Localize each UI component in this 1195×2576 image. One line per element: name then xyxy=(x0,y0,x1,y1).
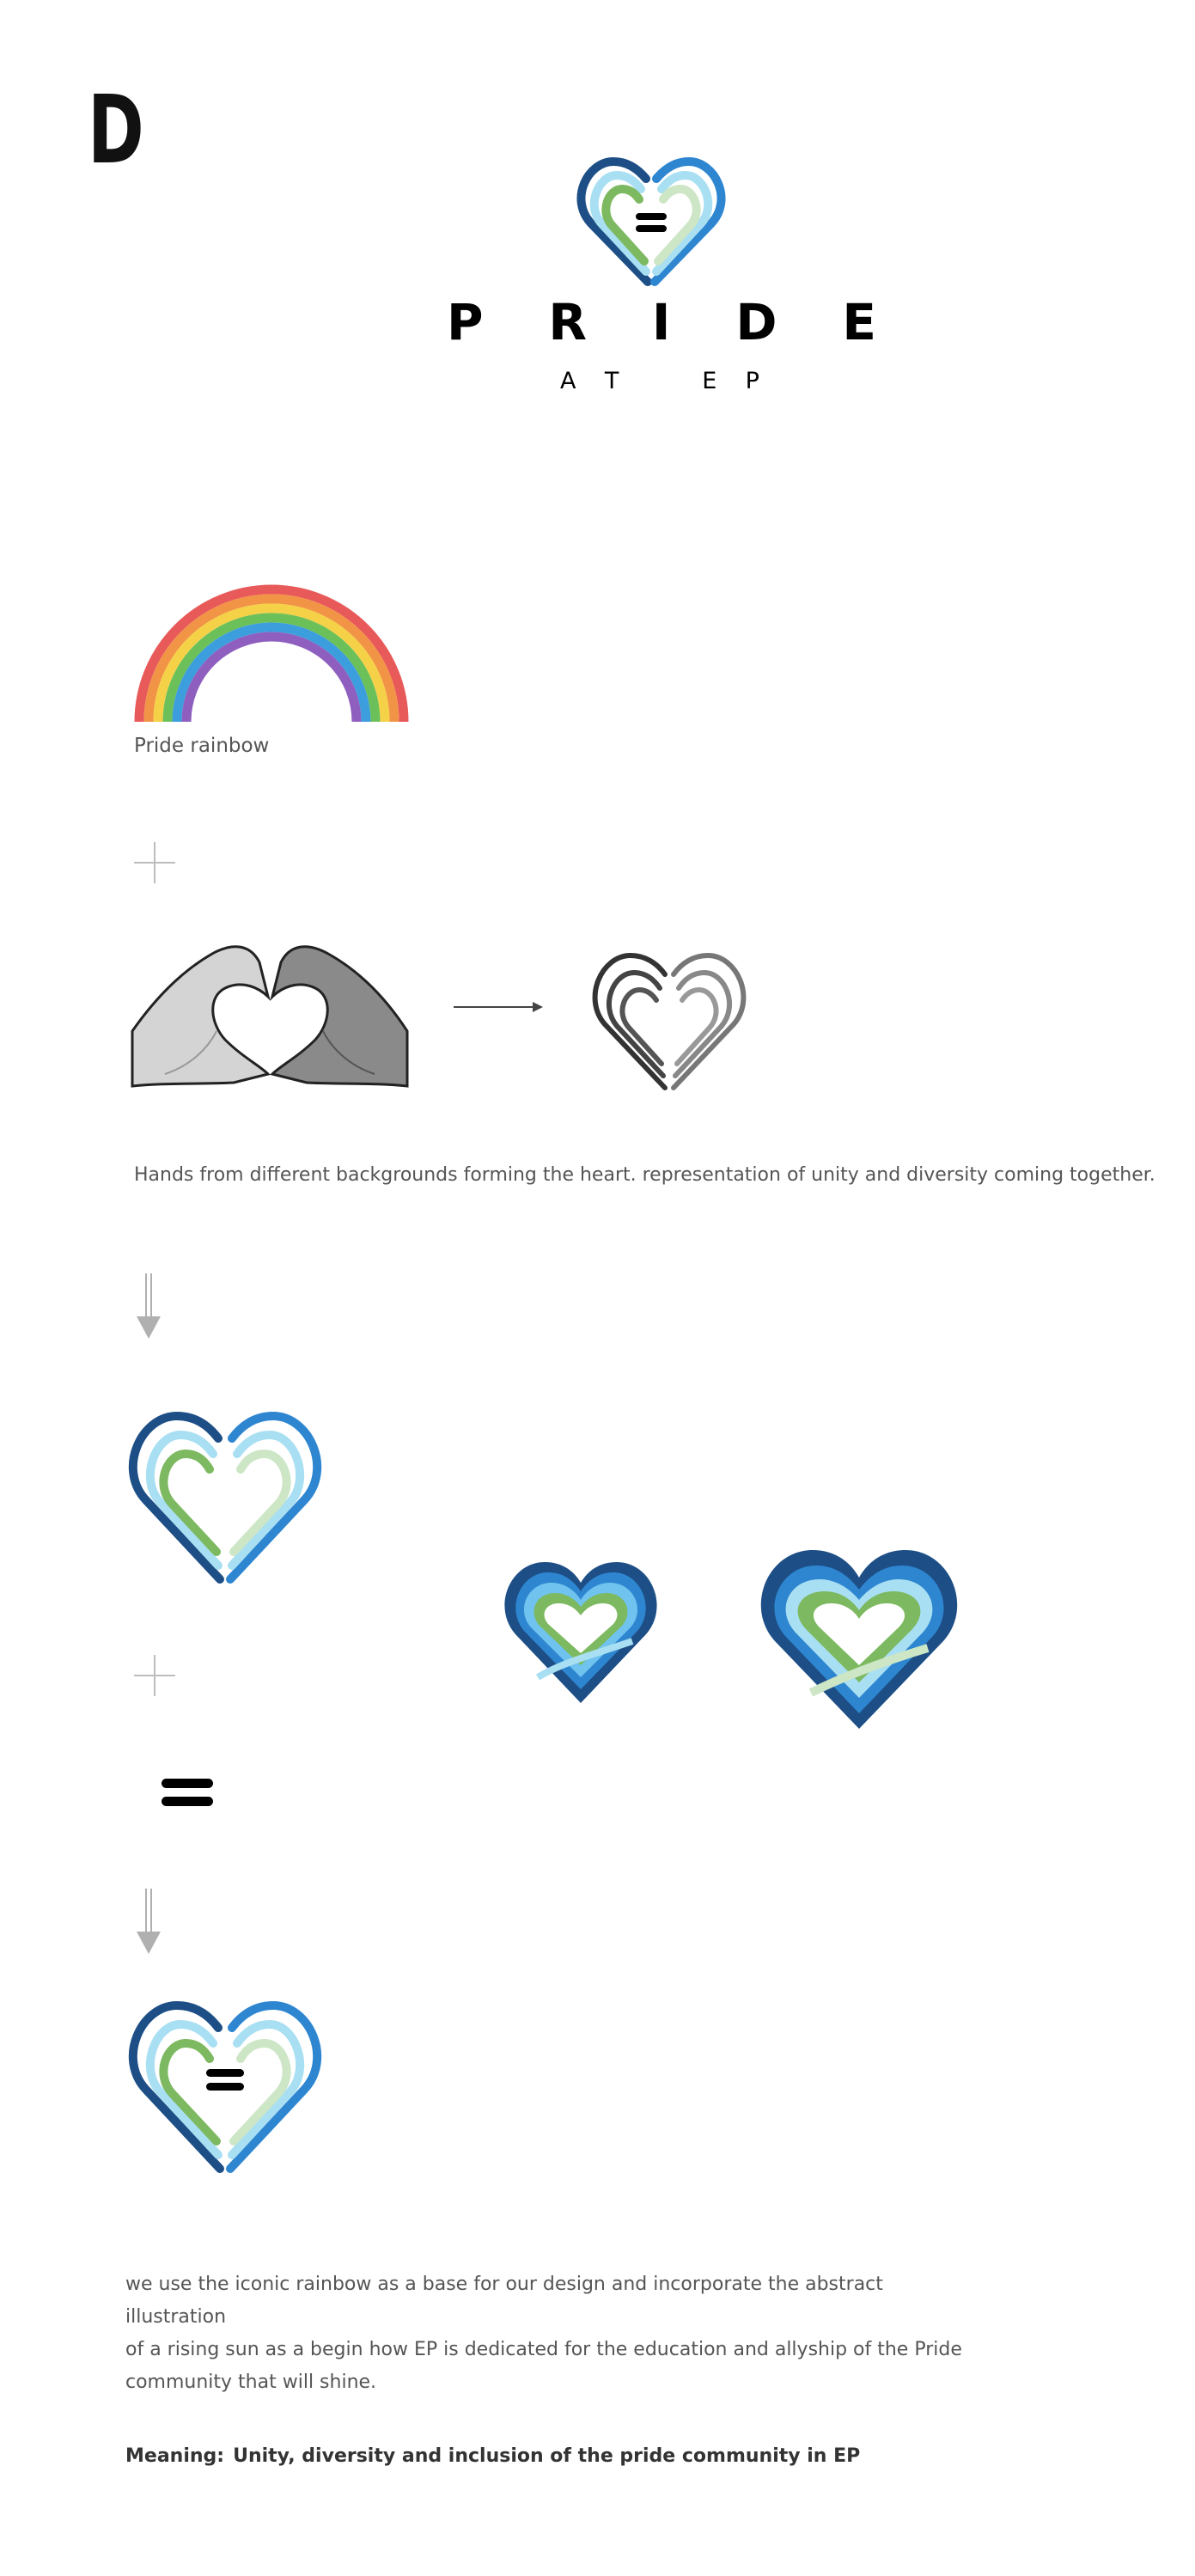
hands-heart-icon xyxy=(131,937,409,1091)
paragraph-line: community that will shine. xyxy=(125,2372,377,2393)
paragraph-line: we use the iconic rainbow as a base for our design and incorporate the abstract illustration xyxy=(125,2274,883,2328)
pride-logo-heart-icon xyxy=(574,155,729,292)
paragraph-line: of a rising sun as a begin how EP is dedicated for the education and allyship of the Pride xyxy=(125,2339,962,2360)
outline-heart-icon xyxy=(588,950,751,1095)
logo-title-letter: E xyxy=(842,293,876,351)
hands-caption: Hands from different backgrounds forming the heart. representation of unity and diversity coming together. xyxy=(134,1164,1155,1186)
logo-title-letter: P xyxy=(447,293,484,351)
final-logo-heart-icon xyxy=(124,1999,326,2176)
logo-subtitle-letter: E xyxy=(702,368,717,394)
rainbow-caption: Pride rainbow xyxy=(134,735,270,757)
rainbow-icon xyxy=(132,577,411,723)
meaning-label: Meaning: xyxy=(125,2445,225,2467)
meaning-text: Unity, diversity and inclusion of the pride community in EP xyxy=(233,2445,861,2467)
arrow-down-icon xyxy=(136,1889,162,1954)
plus-icon xyxy=(132,840,177,885)
arrow-right-icon xyxy=(454,1000,543,1014)
logo-subtitle-letter: A xyxy=(560,368,576,394)
logo-subtitle-letter: T xyxy=(604,368,619,394)
logo-subtitle xyxy=(560,369,759,393)
arrow-down-icon xyxy=(136,1273,162,1339)
logo-title-letter: D xyxy=(735,293,777,351)
logo-title-letter: I xyxy=(651,293,671,351)
filled-heart-small-icon xyxy=(503,1559,658,1705)
filled-heart-large-icon xyxy=(759,1547,959,1731)
brand-logo-letter: D xyxy=(88,75,144,185)
equal-sign-icon xyxy=(162,1779,213,1808)
logo-title-letter: R xyxy=(548,293,588,351)
plus-icon xyxy=(132,1653,177,1698)
description-paragraph xyxy=(125,2268,985,2399)
logo-title xyxy=(447,293,876,351)
colored-heart-icon xyxy=(124,1409,326,1586)
logo-subtitle-letter: P xyxy=(745,368,759,394)
meaning-statement xyxy=(125,2445,869,2467)
